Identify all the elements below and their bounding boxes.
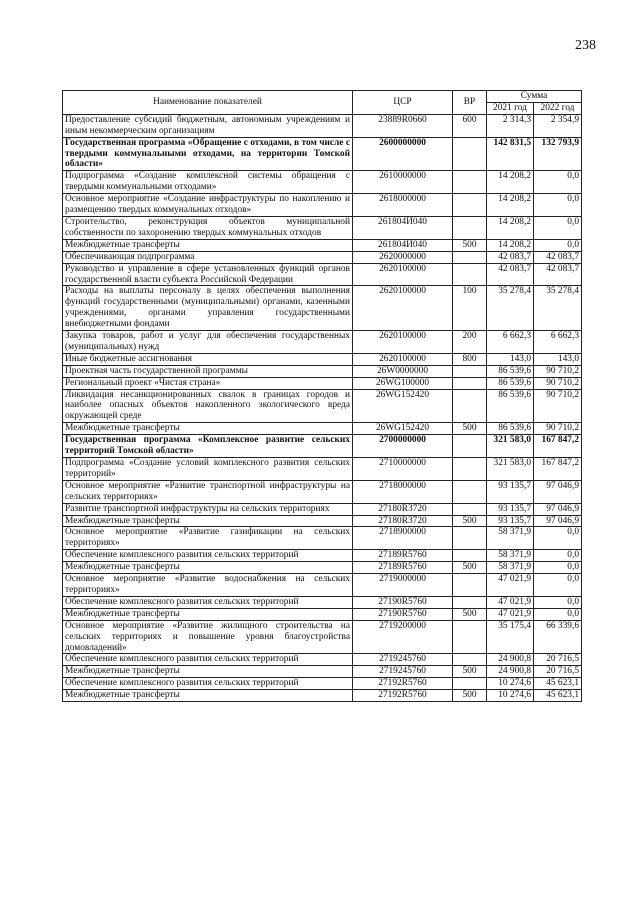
cell-csr: 27192R5760 xyxy=(353,690,453,702)
cell-csr: 2719200000 xyxy=(353,620,453,654)
cell-2021: 42 083,7 xyxy=(487,263,534,286)
cell-csr: 26W0000000 xyxy=(353,365,453,377)
cell-name: Развитие транспортной инфраструктуры на сельских территориях xyxy=(63,503,353,515)
cell-name: Основное мероприятие «Развитие газификации на сельских территориях» xyxy=(63,527,353,550)
cell-csr: 26WG152420 xyxy=(353,423,453,435)
table-row xyxy=(63,365,582,377)
cell-csr: 2610000000 xyxy=(353,171,453,194)
cell-csr: 23889R0660 xyxy=(353,114,453,137)
table-row xyxy=(63,458,582,481)
cell-2021: 321 583,0 xyxy=(487,435,534,458)
cell-name: Межбюджетные трансферты xyxy=(63,515,353,527)
cell-2021: 143,0 xyxy=(487,353,534,365)
cell-csr: 2710000000 xyxy=(353,458,453,481)
table-row xyxy=(63,137,582,171)
cell-2022: 20 716,5 xyxy=(534,666,582,678)
table-row xyxy=(63,286,582,331)
cell-vr xyxy=(453,194,487,217)
cell-name: Обеспечение комплексного развития сельских территорий xyxy=(63,596,353,608)
header-vr: ВР xyxy=(453,91,487,115)
cell-2021: 35 278,4 xyxy=(487,286,534,331)
cell-2022: 42 083,7 xyxy=(534,251,582,263)
cell-name: Основное мероприятие «Развитие водоснабжения на сельских территориях» xyxy=(63,574,353,597)
cell-csr: 27180R3720 xyxy=(353,515,453,527)
cell-vr xyxy=(453,377,487,389)
cell-vr xyxy=(453,654,487,666)
header-csr: ЦСР xyxy=(353,91,453,115)
table-row xyxy=(63,114,582,137)
cell-2021: 35 175,4 xyxy=(487,620,534,654)
table-row xyxy=(63,527,582,550)
cell-2021: 86 539,6 xyxy=(487,365,534,377)
cell-csr: 27180R3720 xyxy=(353,503,453,515)
cell-2022: 35 278,4 xyxy=(534,286,582,331)
cell-csr: 27189R5760 xyxy=(353,562,453,574)
cell-csr: 2620100000 xyxy=(353,263,453,286)
cell-name: Руководство и управление в сфере установленных функций органов государственной власти субъекта Российской Федерации xyxy=(63,263,353,286)
cell-name: Основное мероприятие «Развитие транспортной инфраструктуры на сельских территориях» xyxy=(63,480,353,503)
cell-2021: 10 274,6 xyxy=(487,678,534,690)
cell-vr: 500 xyxy=(453,562,487,574)
table-row xyxy=(63,608,582,620)
cell-2022: 0,0 xyxy=(534,216,582,239)
table-body xyxy=(63,114,582,701)
cell-2022: 90 710,2 xyxy=(534,423,582,435)
cell-2021: 24 900,8 xyxy=(487,666,534,678)
cell-csr: 2618000000 xyxy=(353,194,453,217)
cell-vr xyxy=(453,678,487,690)
cell-name: Обеспечение комплексного развития сельских территорий xyxy=(63,550,353,562)
table-row xyxy=(63,251,582,263)
cell-vr xyxy=(453,458,487,481)
table-row xyxy=(63,216,582,239)
cell-vr xyxy=(453,596,487,608)
cell-2022: 45 623,1 xyxy=(534,690,582,702)
cell-2022: 97 046,9 xyxy=(534,515,582,527)
cell-name: Межбюджетные трансферты xyxy=(63,423,353,435)
cell-2022: 66 339,6 xyxy=(534,620,582,654)
table-row xyxy=(63,239,582,251)
cell-2022: 90 710,2 xyxy=(534,377,582,389)
cell-name: Межбюджетные трансферты xyxy=(63,239,353,251)
cell-2022: 0,0 xyxy=(534,608,582,620)
cell-2022: 0,0 xyxy=(534,574,582,597)
cell-vr: 500 xyxy=(453,666,487,678)
cell-name: Закупка товаров, работ и услуг для обеспечения государственных (муниципальных) нужд xyxy=(63,331,353,354)
cell-csr: 27189R5760 xyxy=(353,550,453,562)
table-row xyxy=(63,690,582,702)
cell-2022: 0,0 xyxy=(534,527,582,550)
cell-vr xyxy=(453,503,487,515)
cell-name: Расходы на выплаты персоналу в целях обеспечения выполнения функций государственными (муниципальными) органами, казенными учреждениями, органами управления государственными внебюджетными фондами xyxy=(63,286,353,331)
cell-vr: 100 xyxy=(453,286,487,331)
cell-vr: 500 xyxy=(453,690,487,702)
cell-name: Обеспечение комплексного развития сельских территорий xyxy=(63,654,353,666)
cell-csr: 2620100000 xyxy=(353,286,453,331)
table-row xyxy=(63,194,582,217)
cell-2021: 86 539,6 xyxy=(487,377,534,389)
cell-csr: 2620000000 xyxy=(353,251,453,263)
table-row xyxy=(63,550,582,562)
cell-2022: 0,0 xyxy=(534,194,582,217)
cell-2021: 321 583,0 xyxy=(487,458,534,481)
cell-vr xyxy=(453,574,487,597)
cell-name: Региональный проект «Чистая страна» xyxy=(63,377,353,389)
cell-2021: 142 831,5 xyxy=(487,137,534,171)
cell-csr: 26WG152420 xyxy=(353,389,453,423)
table-row xyxy=(63,377,582,389)
cell-csr: 2700000000 xyxy=(353,435,453,458)
cell-2022: 143,0 xyxy=(534,353,582,365)
cell-2021: 58 371,9 xyxy=(487,550,534,562)
table-row xyxy=(63,435,582,458)
table-row xyxy=(63,389,582,423)
cell-vr xyxy=(453,263,487,286)
cell-vr xyxy=(453,620,487,654)
cell-2021: 58 371,9 xyxy=(487,562,534,574)
cell-vr xyxy=(453,550,487,562)
cell-2021: 6 662,3 xyxy=(487,331,534,354)
cell-2022: 0,0 xyxy=(534,562,582,574)
cell-2022: 2 354,9 xyxy=(534,114,582,137)
cell-2021: 14 208,2 xyxy=(487,216,534,239)
cell-vr xyxy=(453,216,487,239)
table-row xyxy=(63,596,582,608)
cell-2022: 90 710,2 xyxy=(534,389,582,423)
cell-2022: 20 716,5 xyxy=(534,654,582,666)
cell-name: Подпрограмма «Создание условий комплексного развития сельских территорий» xyxy=(63,458,353,481)
cell-csr: 261804И040 xyxy=(353,239,453,251)
cell-vr: 500 xyxy=(453,515,487,527)
cell-2021: 93 135,7 xyxy=(487,503,534,515)
table-row xyxy=(63,423,582,435)
cell-name: Строительство, реконструкция объектов муниципальной собственности по захоронению твердых коммунальных отходов xyxy=(63,216,353,239)
cell-csr: 2600000000 xyxy=(353,137,453,171)
cell-2021: 10 274,6 xyxy=(487,690,534,702)
cell-name: Государственная программа «Комплексное развитие сельских территорий Томской области» xyxy=(63,435,353,458)
cell-2022: 167 847,2 xyxy=(534,458,582,481)
table-row xyxy=(63,263,582,286)
cell-2021: 47 021,9 xyxy=(487,608,534,620)
cell-csr: 2620100000 xyxy=(353,331,453,354)
table-row xyxy=(63,171,582,194)
table-row xyxy=(63,562,582,574)
cell-name: Межбюджетные трансферты xyxy=(63,562,353,574)
cell-2021: 86 539,6 xyxy=(487,389,534,423)
cell-2022: 42 083,7 xyxy=(534,263,582,286)
cell-vr: 500 xyxy=(453,239,487,251)
header-year-2021: 2021 год xyxy=(487,102,534,114)
cell-vr xyxy=(453,365,487,377)
cell-2021: 14 208,2 xyxy=(487,239,534,251)
table-row xyxy=(63,480,582,503)
table-row xyxy=(63,666,582,678)
table-row xyxy=(63,678,582,690)
cell-vr xyxy=(453,389,487,423)
cell-name: Предоставление субсидий бюджетным, автономным учреждениям и иным некоммерческим организациям xyxy=(63,114,353,137)
table-row xyxy=(63,353,582,365)
cell-2021: 93 135,7 xyxy=(487,480,534,503)
cell-vr xyxy=(453,527,487,550)
cell-2022: 45 623,1 xyxy=(534,678,582,690)
cell-name: Ликвидация несанкционированных свалок в границах городов и наиболее опасных объектов накопленного экологического вреда окружающей среде xyxy=(63,389,353,423)
cell-csr: 2719245760 xyxy=(353,666,453,678)
cell-2022: 0,0 xyxy=(534,171,582,194)
cell-csr: 261804И040 xyxy=(353,216,453,239)
table-row xyxy=(63,503,582,515)
cell-name: Проектная часть государственной программы xyxy=(63,365,353,377)
table-header xyxy=(63,91,582,115)
cell-name: Государственная программа «Обращение с отходами, в том числе с твердыми коммунальными отходами, на территории Томской области» xyxy=(63,137,353,171)
table-row xyxy=(63,331,582,354)
cell-csr: 27190R5760 xyxy=(353,596,453,608)
table-row xyxy=(63,620,582,654)
cell-2021: 93 135,7 xyxy=(487,515,534,527)
cell-csr: 2719245760 xyxy=(353,654,453,666)
cell-name: Межбюджетные трансферты xyxy=(63,690,353,702)
cell-2022: 0,0 xyxy=(534,239,582,251)
cell-csr: 2719000000 xyxy=(353,574,453,597)
cell-2021: 42 083,7 xyxy=(487,251,534,263)
cell-2021: 24 900,8 xyxy=(487,654,534,666)
cell-2022: 0,0 xyxy=(534,550,582,562)
header-year-2022: 2022 год xyxy=(534,102,582,114)
cell-vr xyxy=(453,435,487,458)
table-row xyxy=(63,654,582,666)
cell-vr xyxy=(453,137,487,171)
table-row xyxy=(63,515,582,527)
cell-name: Межбюджетные трансферты xyxy=(63,666,353,678)
cell-2022: 132 793,9 xyxy=(534,137,582,171)
table-row xyxy=(63,574,582,597)
cell-2021: 2 314,3 xyxy=(487,114,534,137)
cell-2021: 14 208,2 xyxy=(487,171,534,194)
cell-name: Основное мероприятие «Развитие жилищного строительства на сельских территориях и повышение уровня благоустройства домовладений» xyxy=(63,620,353,654)
cell-2021: 86 539,6 xyxy=(487,423,534,435)
cell-2021: 47 021,9 xyxy=(487,596,534,608)
budget-table xyxy=(62,90,582,702)
cell-vr xyxy=(453,480,487,503)
cell-csr: 26WG100000 xyxy=(353,377,453,389)
cell-csr: 27190R5760 xyxy=(353,608,453,620)
cell-2021: 58 371,9 xyxy=(487,527,534,550)
cell-name: Иные бюджетные ассигнования xyxy=(63,353,353,365)
header-sum: Сумма xyxy=(487,91,582,103)
cell-name: Межбюджетные трансферты xyxy=(63,608,353,620)
page-number: 238 xyxy=(575,38,596,53)
cell-csr: 2620100000 xyxy=(353,353,453,365)
cell-name: Обеспечивающая подпрограмма xyxy=(63,251,353,263)
cell-vr: 200 xyxy=(453,331,487,354)
cell-vr: 600 xyxy=(453,114,487,137)
cell-csr: 2718000000 xyxy=(353,480,453,503)
cell-csr: 27192R5760 xyxy=(353,678,453,690)
cell-2022: 97 046,9 xyxy=(534,503,582,515)
cell-2021: 47 021,9 xyxy=(487,574,534,597)
cell-name: Подпрограмма «Создание комплексной системы обращения с твердыми коммунальными отходами» xyxy=(63,171,353,194)
cell-2022: 6 662,3 xyxy=(534,331,582,354)
cell-2021: 14 208,2 xyxy=(487,194,534,217)
cell-name: Обеспечение комплексного развития сельских территорий xyxy=(63,678,353,690)
cell-2022: 97 046,9 xyxy=(534,480,582,503)
cell-vr: 800 xyxy=(453,353,487,365)
cell-2022: 167 847,2 xyxy=(534,435,582,458)
cell-csr: 2718900000 xyxy=(353,527,453,550)
cell-vr: 500 xyxy=(453,423,487,435)
header-name: Наименование показателей xyxy=(63,91,353,115)
cell-name: Основное мероприятие «Создание инфраструктуры по накоплению и размещению твердых коммунальных отходов» xyxy=(63,194,353,217)
cell-vr: 500 xyxy=(453,608,487,620)
cell-vr xyxy=(453,171,487,194)
cell-vr xyxy=(453,251,487,263)
cell-2022: 90 710,2 xyxy=(534,365,582,377)
cell-2022: 0,0 xyxy=(534,596,582,608)
